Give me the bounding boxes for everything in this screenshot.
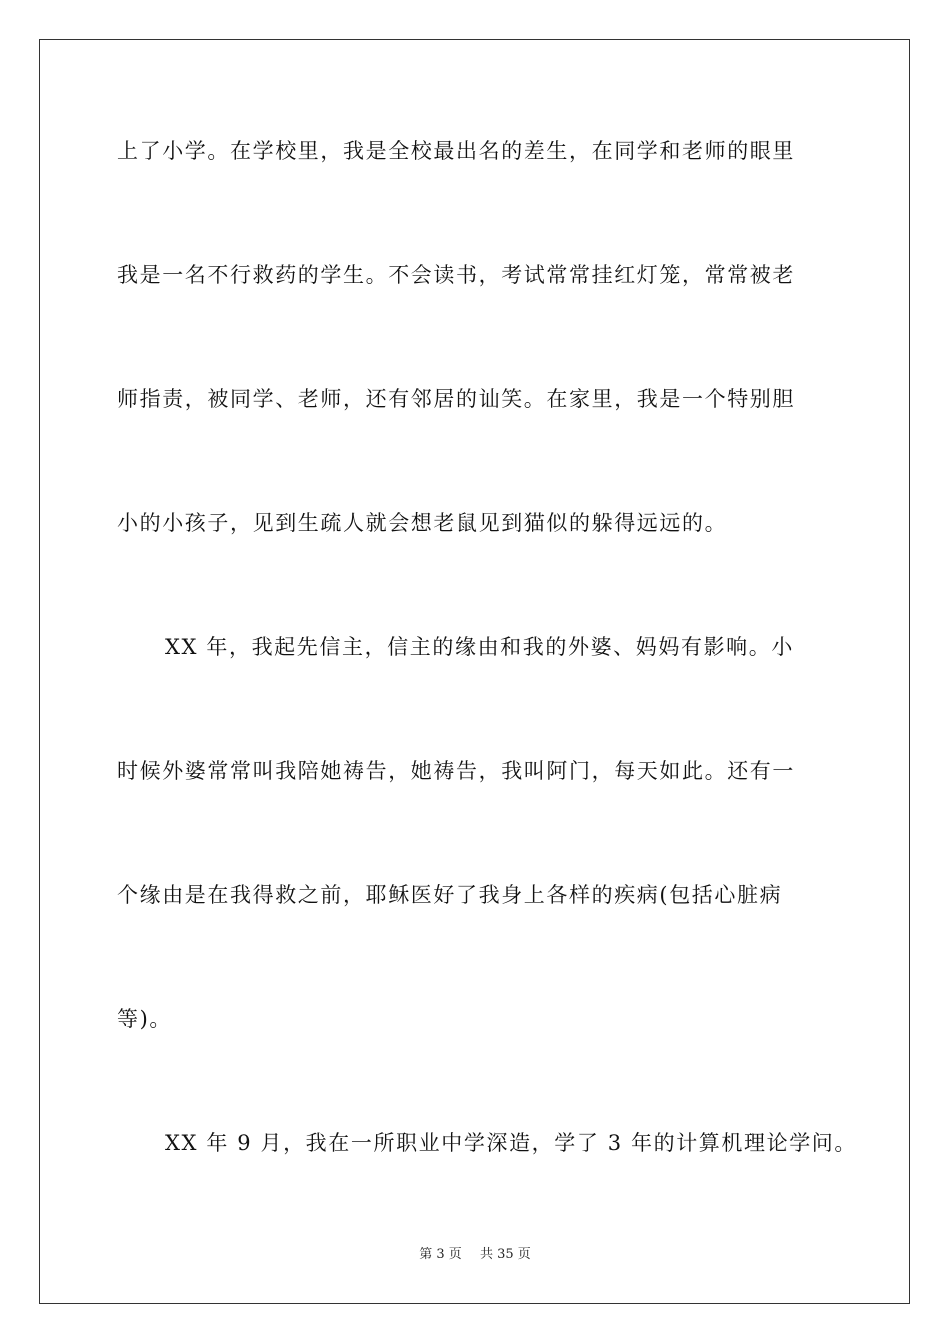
paragraph-first-line: XX 年 9 月，我在一所职业中学深造，学了 3 年的计算机理论学问。 bbox=[165, 1131, 857, 1155]
text-line: 上了小学。在学校里，我是全校最出名的差生，在同学和老师的眼里 bbox=[117, 139, 795, 163]
text-line: 时候外婆常常叫我陪她祷告，她祷告，我叫阿门，每天如此。还有一 bbox=[117, 759, 795, 783]
text-line: 师指责，被同学、老师，还有邻居的讪笑。在家里，我是一个特别胆 bbox=[117, 387, 795, 411]
page-border bbox=[39, 39, 910, 1304]
text-line: 等)。 bbox=[117, 1007, 172, 1031]
page-number: 第 3 页 bbox=[419, 1247, 462, 1262]
paragraph-first-line: XX 年，我起先信主，信主的缘由和我的外婆、妈妈有影响。小 bbox=[165, 635, 794, 659]
page-total: 共 35 页 bbox=[479, 1247, 531, 1262]
text-line: 个缘由是在我得救之前，耶稣医好了我身上各样的疾病(包括心脏病 bbox=[117, 883, 783, 907]
text-line: 我是一名不行救药的学生。不会读书，考试常常挂红灯笼，常常被老 bbox=[117, 263, 795, 287]
page-footer bbox=[0, 1246, 950, 1264]
text-line: 小的小孩子，见到生疏人就会想老鼠见到猫似的躲得远远的。 bbox=[117, 511, 728, 535]
